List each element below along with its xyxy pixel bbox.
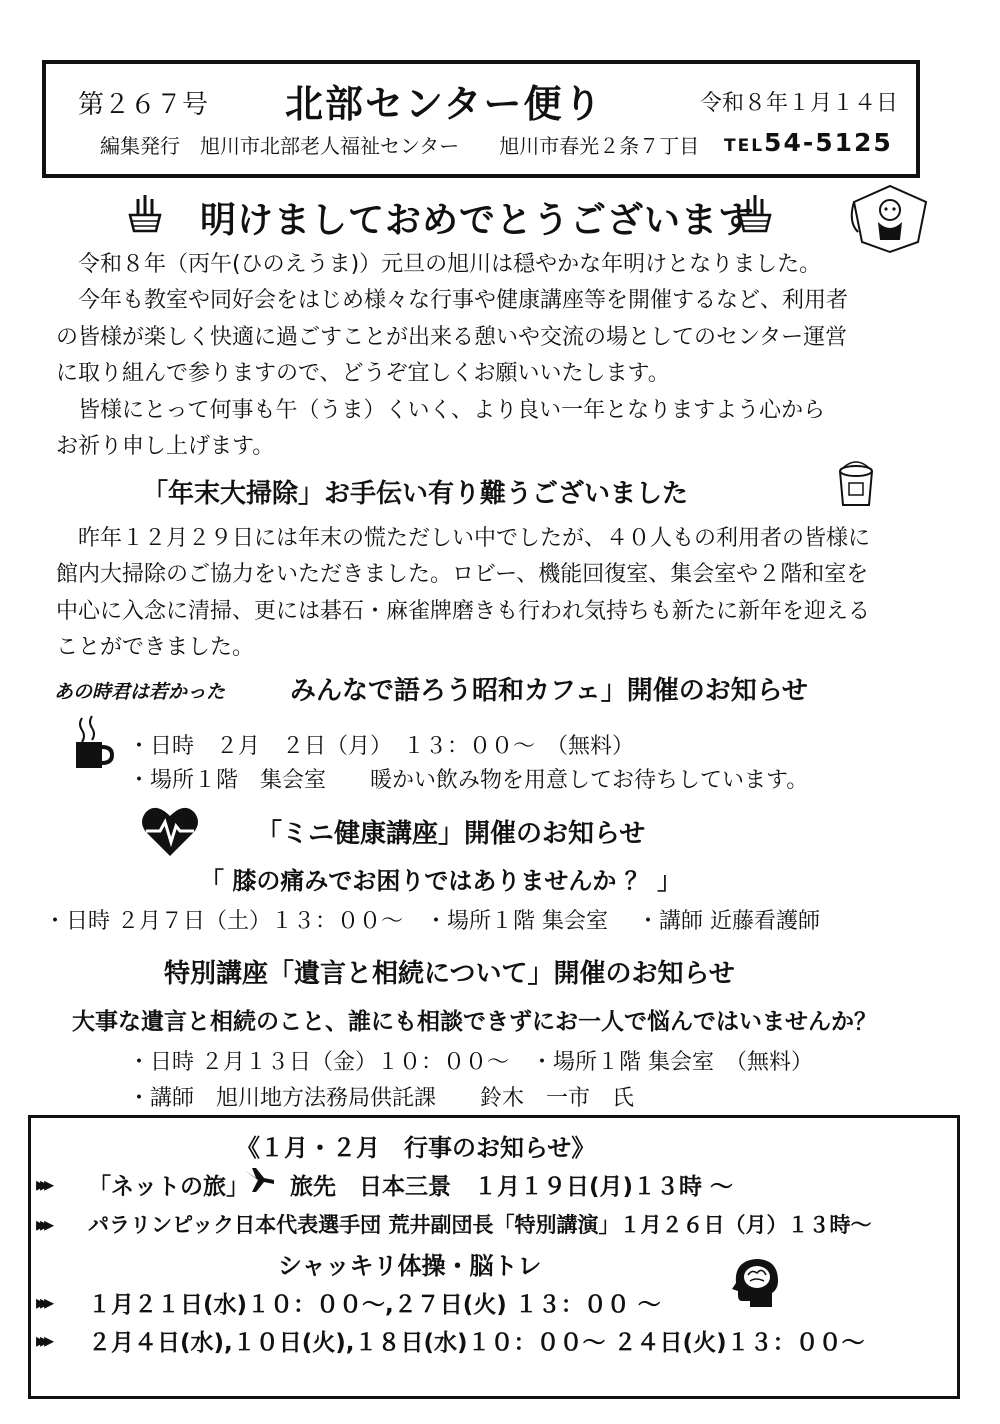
newsletter-title: 北部センター便り	[285, 82, 604, 126]
brain-head-icon	[728, 1253, 784, 1309]
double-arrow-icon: ▸▸▸	[36, 1172, 49, 1196]
bucket-icon	[836, 461, 876, 509]
double-arrow-icon: ▸▸▸	[36, 1212, 49, 1236]
events-heading: 《１月・２月 行事のお知らせ》	[236, 1134, 596, 1162]
greeting-line: の皆様が楽しく快適に過ごすことが出来る憩いや交流の場としてのセンター運営	[56, 325, 848, 350]
greeting-line: 皆様にとって何事も午（うま）くいく、より良い一年となりますよう心から	[78, 398, 826, 423]
cafe-heading: みんなで語ろう昭和カフェ」開催のお知らせ	[290, 676, 808, 706]
greeting-line: 今年も教室や同好会をはじめ様々な行事や健康講座等を開催するなど、利用者	[78, 288, 849, 313]
schedule-february: ２月４日(水),１０日(火),１８日(水)１０：００～ ２４日(火)１３：００～	[88, 1330, 865, 1356]
net-trip-details: 旅先 日本三景 １月１９日(月)１３時 ～	[290, 1174, 734, 1200]
greeting-heading: 明けましておめでとうございます	[200, 200, 756, 241]
cleaning-heading: 「年末大掃除」お手伝い有り難うございました	[142, 479, 689, 509]
cleaning-line: 中心に入念に清掃、更には碁石・麻雀牌磨きも行われ気持ちも新たに新年を迎える	[56, 599, 871, 624]
double-arrow-icon: ▸▸▸	[36, 1328, 49, 1352]
kadomatsu-icon	[126, 193, 164, 233]
tel-label: TEL	[724, 136, 765, 156]
cafe-tagline: あの時君は若かった	[54, 681, 226, 703]
special-lecturer: ・講師 旭川地方法務局供託課 鈴木 一市 氏	[128, 1086, 635, 1111]
health-details: ・日時 ２月７日（土）１３：００～ ・場所１階 集会室 ・講師 近藤看護師	[44, 909, 820, 934]
paralympic-lecture: パラリンピック日本代表選手団 荒井副団長「特別講演」１月２６日（月）１３時～	[88, 1213, 872, 1237]
issue-number: 第２６７号	[78, 90, 209, 120]
airplane-icon	[242, 1166, 276, 1196]
heart-pulse-icon	[140, 804, 200, 858]
cleaning-line: 館内大掃除のご協力をいただきました。ロビー、機能回復室、集会室や２階和室を	[56, 562, 869, 587]
kite-icon	[848, 182, 932, 254]
greeting-line: お祈り申し上げます。	[56, 434, 275, 459]
health-heading: 「ミニ健康講座」開催のお知らせ	[256, 819, 646, 849]
cafe-place: ・場所１階 集会室 暖かい飲み物を用意してお待ちしています。	[128, 768, 809, 793]
health-subheading: 「 膝の痛みでお困りではありませんか ？ 」	[200, 867, 682, 895]
net-trip-title: 「ネットの旅」	[88, 1174, 249, 1200]
double-arrow-icon: ▸▸▸	[36, 1290, 49, 1314]
publisher: 編集発行 旭川市北部老人福祉センター 旭川市春光２条７丁目	[100, 134, 700, 158]
cleaning-line: 昨年１２月２９日には年末の慌ただしい中でしたが、４０人もの利用者の皆様に	[78, 526, 871, 551]
special-datetime: ・日時 ２月１３日（金）１０：００～ ・場所１階 集会室 （無料）	[128, 1050, 813, 1075]
special-question: 大事な遺言と相続のこと、誰にも相談できずにお一人で悩んではいませんか？	[72, 1009, 877, 1035]
tel-number: 54-5125	[764, 128, 893, 157]
greeting-line: に取り組んで参りますので、どうぞ宜しくお願いいたします。	[56, 361, 670, 386]
cleaning-line: ことができました。	[56, 635, 255, 660]
issue-date: 令和８年１月１４日	[700, 91, 899, 116]
cafe-datetime: ・日時 ２月 ２日（月） １３：００～ （無料）	[128, 734, 635, 759]
schedule-january: １月２１日(水)１０：００～,２７日(火) １３：００ ～	[88, 1292, 661, 1318]
special-heading: 特別講座「遺言と相続について」開催のお知らせ	[164, 959, 735, 989]
coffee-cup-icon	[72, 714, 114, 770]
greeting-line: 令和８年（丙午(ひのえうま)）元旦の旭川は穏やかな年明けとなりました。	[78, 252, 822, 277]
exercise-heading: シャッキリ体操・脳トレ	[278, 1252, 542, 1280]
telephone	[724, 128, 893, 157]
